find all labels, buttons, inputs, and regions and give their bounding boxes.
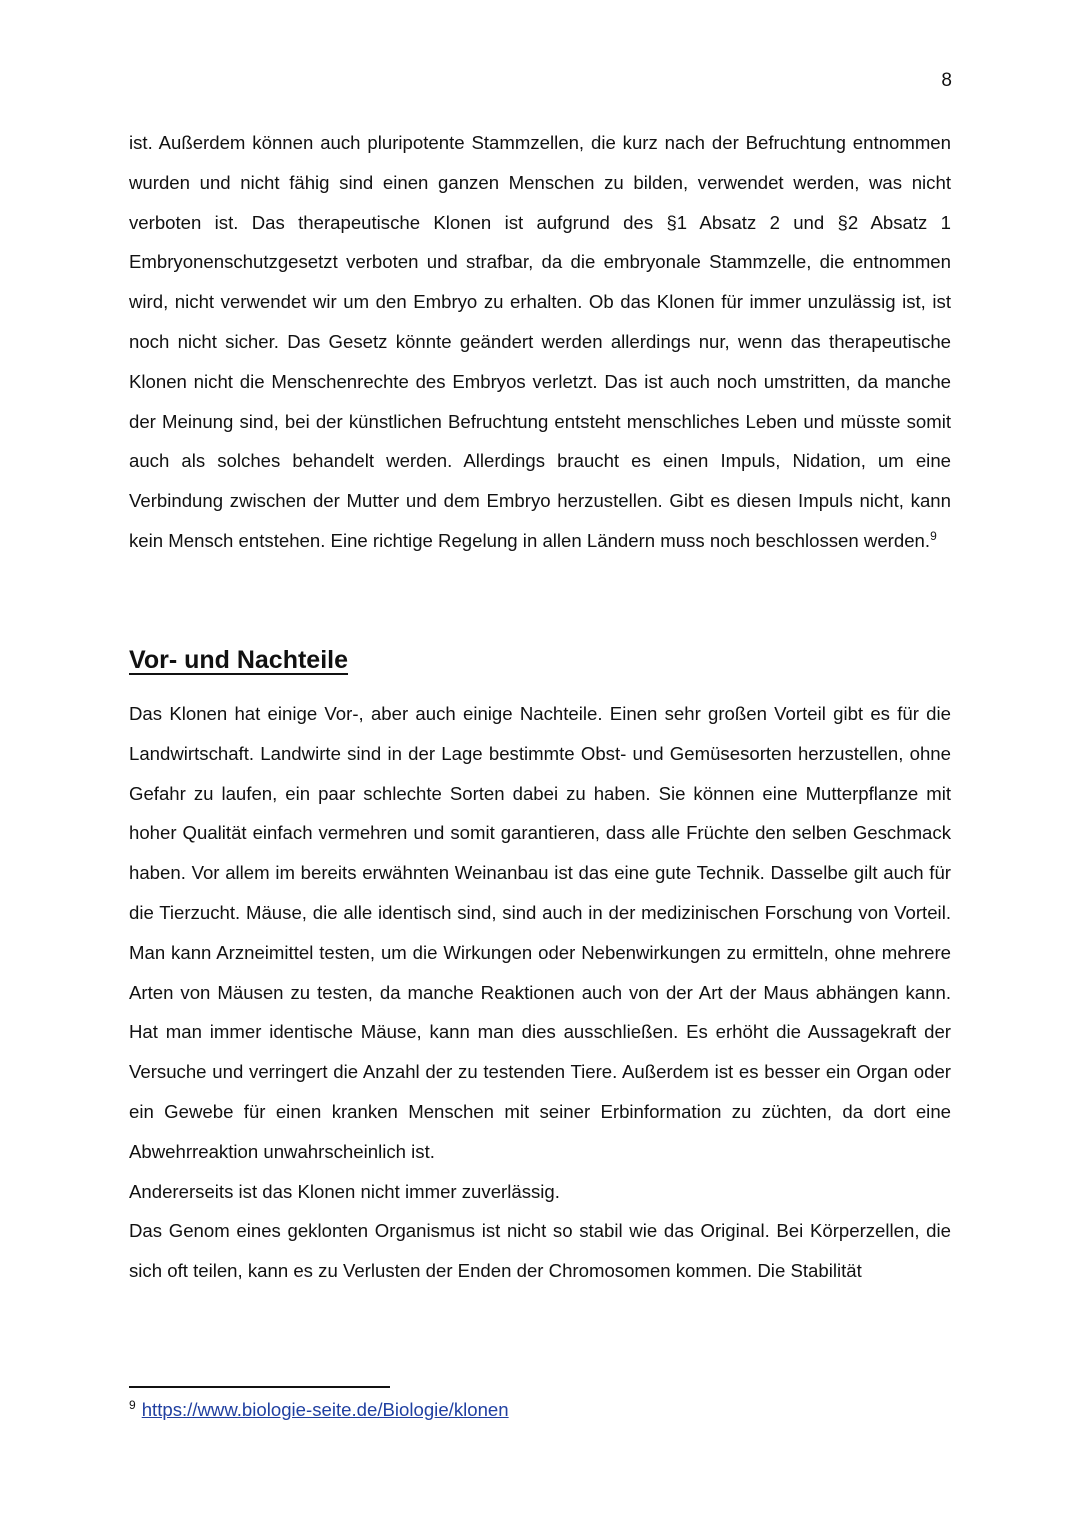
footnote-link[interactable]: https://www.biologie-seite.de/Biologie/klonen (141, 1399, 509, 1421)
footnote-number: 9 (129, 1398, 136, 1412)
body-section-pros-cons (129, 694, 951, 1291)
paragraph-disadvantages: Das Genom eines geklonten Organismus ist nicht so stabil wie das Original. Bei Körperzellen, die sich oft teilen, kann es zu Verlusten der Enden der Chromosomen kommen. Die Stabilität (129, 1220, 951, 1282)
paragraph-transition: Andererseits ist das Klonen nicht immer zuverlässig. (129, 1180, 560, 1202)
footnote-separator (129, 1386, 390, 1388)
footnote (129, 1398, 509, 1421)
paragraph-text: ist. Außerdem können auch pluripotente Stammzellen, die kurz nach der Befruchtung entnommen wurden und nicht fähig sind einen ganzen Menschen zu bilden, verwendet werden, was nicht verboten ist. Das therapeutische Klonen ist aufgrund des §1 Absatz 2 und §2 Absatz 1 Embryonenschutzgesetzt verboten und strafbar, da die embryonale Stammzelle, die entnommen wird, nicht verwendet wir um den Embryo zu erhalten. Ob das Klonen für immer unzulässig ist, ist noch nicht sicher. Das Gesetz könnte geändert werden allerdings nur, wenn das therapeutische Klonen nicht die Menschenrechte des Embryos verletzt. Das ist auch noch umstritten, da manche der Meinung sind, bei der künstlichen Befruchtung entsteht menschliches Leben und müsste somit auch als solches behandelt werden. Allerdings braucht es einen Impuls, Nidation, um eine Verbindung zwischen der Mutter und dem Embryo herzustellen. Gibt es diesen Impuls nicht, kann kein Mensch entstehen. Eine richtige Regelung in allen Ländern muss noch beschlossen werden. (129, 132, 951, 551)
section-heading: Vor- und Nachteile (129, 646, 349, 674)
paragraph-advantages: Das Klonen hat einige Vor-, aber auch einige Nachteile. Einen sehr großen Vorteil gibt es für die Landwirtschaft. Landwirte sind in der Lage bestimmte Obst- und Gemüsesorten herzustellen, ohne Gefahr zu laufen, ein paar schlechte Sorten dabei zu haben. Sie können eine Mutterpflanze mit hoher Qualität einfach vermehren und somit garantieren, dass alle Früchte den selben Geschmack haben. Vor allem im bereits erwähnten Weinanbau ist das eine gute Technik. Dasselbe gilt auch für die Tierzucht. Mäuse, die alle identisch sind, sind auch in der medizinischen Forschung von Vorteil. Man kann Arzneimittel testen, um die Wirkungen oder Nebenwirkungen zu ermitteln, ohne mehrere Arten von Mäusen zu testen, da manche Reaktionen auch von der Art der Maus abhängen kann. Hat man immer identische Mäuse, kann man dies ausschließen. Es erhöht die Aussagekraft der Versuche und verringert die Anzahl der zu testenden Tiere. Außerdem ist es besser ein Organ oder ein Gewebe für einen kranken Menschen mit seiner Erbinformation zu züchten, da dort eine Abwehrreaktion unwahrscheinlich ist. (129, 703, 951, 1162)
body-paragraph-legal (129, 123, 951, 561)
page-number: 8 (941, 70, 952, 91)
footnote-reference[interactable]: 9 (930, 528, 937, 543)
